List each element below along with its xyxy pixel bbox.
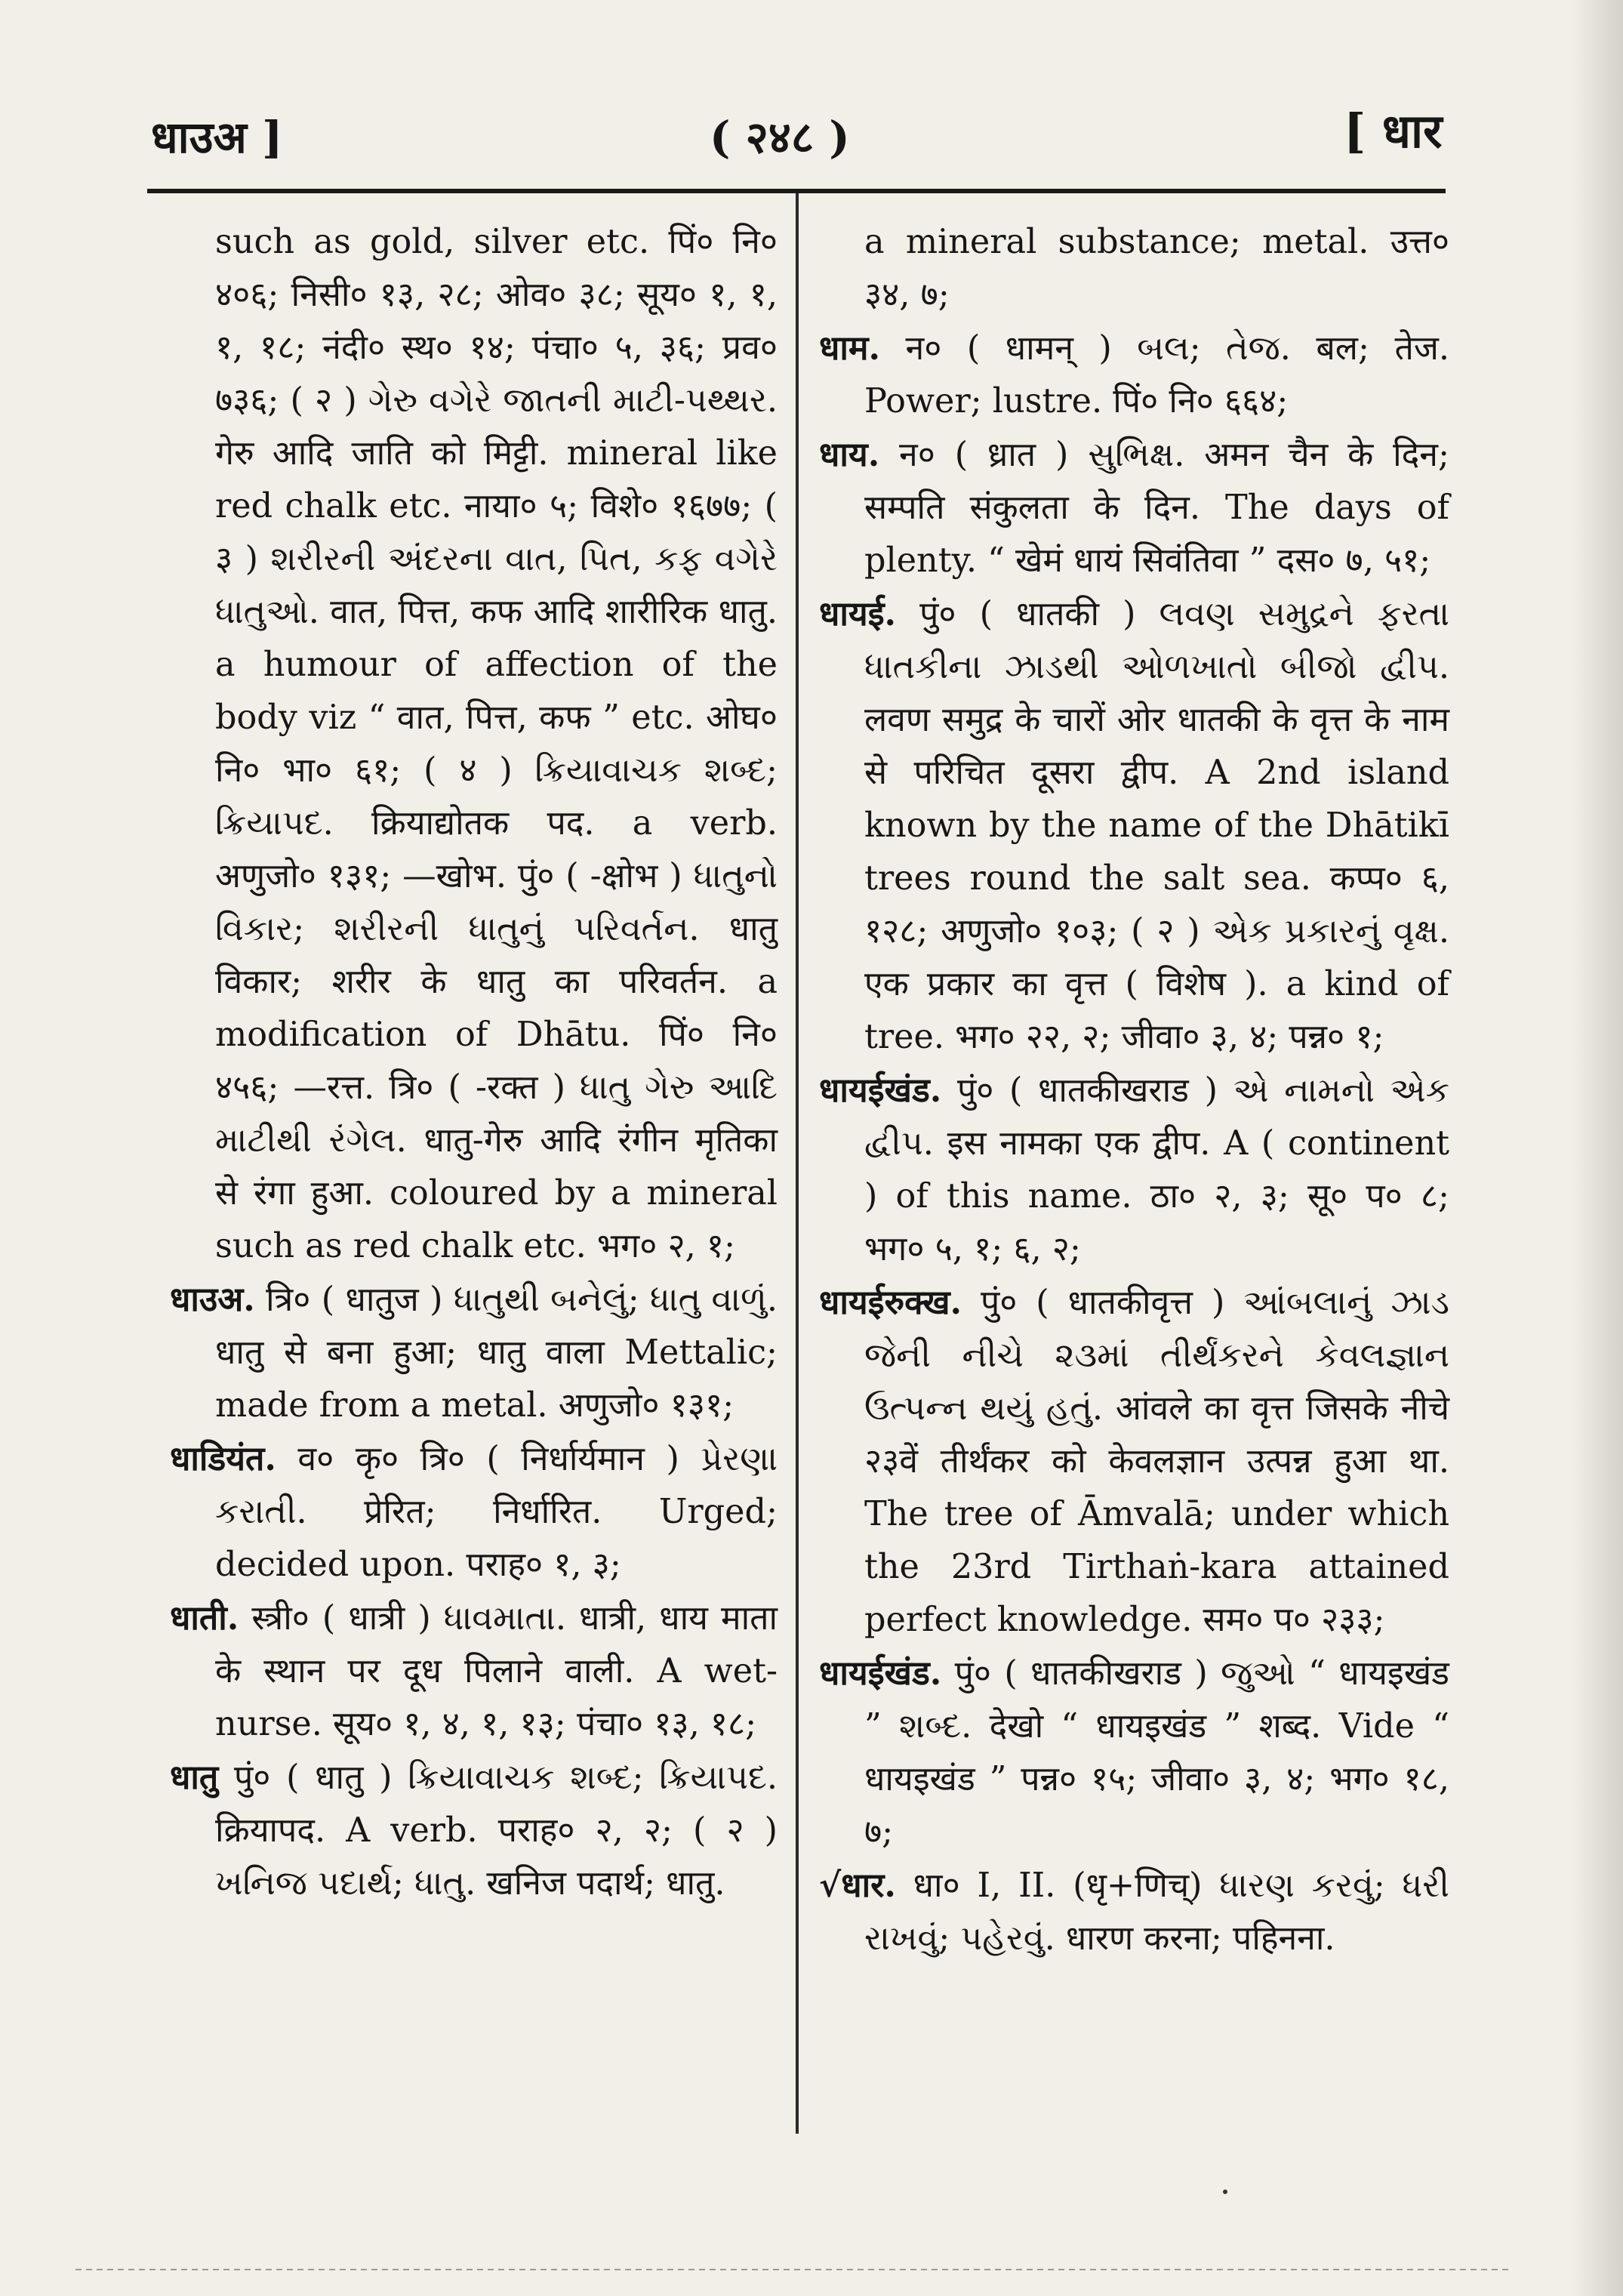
entry-body: a mineral substance; metal. उत्त० ३४, ७; [864, 223, 1449, 314]
entry-body: त्रि० ( धातुज ) ધાતુથી બનેલું; ધાતુ વાળું. धातु से बना हुआ; धातु वाला Mettalic; made from a metal. अणुजो० १३१; [215, 1281, 778, 1425]
dictionary-entry [819, 215, 1449, 322]
entry-body: पुं० ( धातु ) ક્રિયાવાચક શબ્દ; ક્રિયાપદ. क्रियापद. A verb. पराह० २, २; ( २ ) ખનિજ પદાર્થ; ધાતુ. खनिज पदार्थ; धातु. [215, 1758, 778, 1903]
entry-body: न० ( धामन् ) બલ; તેજ. बल; तेज. Power; lustre. पिं० नि० ६६४; [864, 329, 1449, 421]
entry-body: स्त्री० ( धात्री ) ધાવમાતા. धात्री, धाय माता के स्थान पर दूध पिलाने वाली. A wet-nurse. सूय० १, ४, १, १३; पंचा० १३, १८; [215, 1599, 778, 1743]
page-header [0, 91, 1623, 174]
entry-headword: √धार. [819, 1866, 896, 1905]
dictionary-entry [819, 587, 1449, 1064]
dictionary-entry [819, 1859, 1449, 1965]
scan-bottom-edge [75, 2269, 1510, 2270]
entry-headword: धायईखंड. [819, 1653, 942, 1693]
dictionary-entry [170, 1751, 778, 1910]
entry-body: धा० I, II. (धृ+णिच्) ધારણ કરવું; ધરી રાખવું; પહેરવું. धारण करना; पहिनना. [864, 1866, 1449, 1958]
entry-headword: धायई. [819, 594, 897, 633]
entry-headword: धायईखंड. [819, 1071, 942, 1110]
dictionary-entry [170, 1273, 778, 1432]
entry-body: such as gold, silver etc. पिं० नि० ४०६; निसी० १३, २८; ओव० ३८; सूय० १, १, १, १८; नंदी० स्थ० १४; पंचा० ५, ३६; प्रव० ७३६; ( २ ) ગેરુ વગેરે જાતની માટી-પથ્થર. गेरु आदि जाति को मिट्टी. mineral like red chalk etc. नाया० ५; विशे० १६७७; ( ३ ) શરીરની અંદરના વાત, પિત, કફ વગેરે ધાતુઓ. वात, पित्त, कफ आदि शारीरिक धातु. a humour of affection of the body viz “ वात, पित्त, कफ ” etc. ओघ० नि० भा० ६१; ( ४ ) ક્રિયાવાચક શબ્દ; ક્રિયાપદ. क्रियाद्योतक पद. a verb. अणुजो० १३१; —खोभ. पुं० ( -क्षोभ ) ધાતુનો વિકાર; શરીરની ધાતુનું પરિવર્તન. धातु विकार; शरीर के धातु का परिवर्तन. a modification of Dhātu. पिं० नि० ४५६; —रत्त. त्रि० ( -रक्त ) ધાતુ ગેરુ આદિ માટીથી રંગેલ. धातु-गेरु आदि रंगीन मृतिका से रंगा हुआ. coloured by a mineral such as red chalk etc. भग० २, १; [215, 223, 778, 1265]
dictionary-entry [819, 1064, 1449, 1276]
entry-body: पुं० ( धातकीखराड ) જુઓ “ धायइखंड ” શબ્દ. देखो “ धायइखंड ” शब्द. Vide “ धायइखंड ” पन्न० १५; जीवा० ३, ४; भग० १८, ७; [864, 1654, 1449, 1851]
entry-body: पुं० ( धातकीवृत्त ) આંબલાનું ઝાડ જેની નીચે ૨૩માં તીર્થંકરને કેવલજ્ઞાન ઉત્પન્ન થયું હતું. आंवले का वृत्त जिसके नीचे २३वें तीर्थंकर को केवलज्ञान उत्पन्न हुआ था. The tree of Āmvalā; under which the 23rd Tirthaṅ-kara attained perfect knowledge. सम० प० २३३; [864, 1284, 1449, 1639]
entry-body: न० ( ध्रात ) સુભિક્ષ. अमन चैन के दिन; सम्पति संकुलता के दिन. The days of plenty. “ खेमं धायं सिवंतिवा ” दस० ७, ५१; [864, 436, 1449, 580]
page-number: ( २४८ ) [710, 112, 850, 163]
entry-headword: धाडियंत. [170, 1439, 276, 1478]
ink-dot [1223, 2190, 1227, 2194]
dictionary-entry [170, 1592, 778, 1751]
dictionary-entry [170, 1432, 778, 1592]
dictionary-entry [819, 1276, 1449, 1647]
entry-headword: धाय. [819, 435, 880, 474]
header-left-guideword: धाउअ ] [151, 112, 283, 163]
dictionary-entry [170, 215, 778, 1273]
left-column [170, 215, 778, 1910]
entry-headword: धाउअ. [170, 1280, 255, 1319]
dictionary-entry [819, 322, 1449, 428]
entry-body: पुं० ( धातकी ) લવણ સમુદ્રને ફરતા ધાતકીના ઝાડથી ઓળખાતો બીજો દ્વીપ. लवण समुद्र के चारों ओर धातकी के वृत्त के नाम से परिचित दूसरा द्वीप. A 2nd island known by the name of the Dhātikī trees round the salt sea. कप्प० ६, १२८; अणुजो० १०३; ( २ ) એક પ્રકારનું વૃક્ષ. एक प्रकार का वृत्त ( विशेष ). a kind of tree. भग० २२, २; जीवा० ३, ४; पन्न० १; [864, 595, 1449, 1056]
entry-body: व० कृ० त्रि० ( निर्धार्यमान ) પ્રેરણા કરાતી. प्रेरित; निर्धारित. Urged; decided upon. पराह० १, ३; [215, 1440, 778, 1584]
header-right-guideword: [ धार [1344, 103, 1443, 159]
dictionary-entry [819, 428, 1449, 587]
dictionary-entry [819, 1647, 1449, 1859]
entry-headword: धाम. [819, 328, 880, 368]
entry-headword: धायईरुक्ख. [819, 1283, 962, 1322]
entry-body: पुं० ( धातकीखराड ) એ નામનો એક દ્વીપ. इस नामका एक द्वीप. A ( continent ) of this name. ठा० २, ३; सू० प० ८; भग० ५, १; ६, २; [864, 1071, 1449, 1268]
entry-headword: धाती. [170, 1598, 239, 1638]
right-column [819, 215, 1449, 1965]
entry-headword: धातु [170, 1758, 219, 1797]
page-edge-shadow [1570, 0, 1623, 2296]
column-divider [796, 193, 799, 2134]
